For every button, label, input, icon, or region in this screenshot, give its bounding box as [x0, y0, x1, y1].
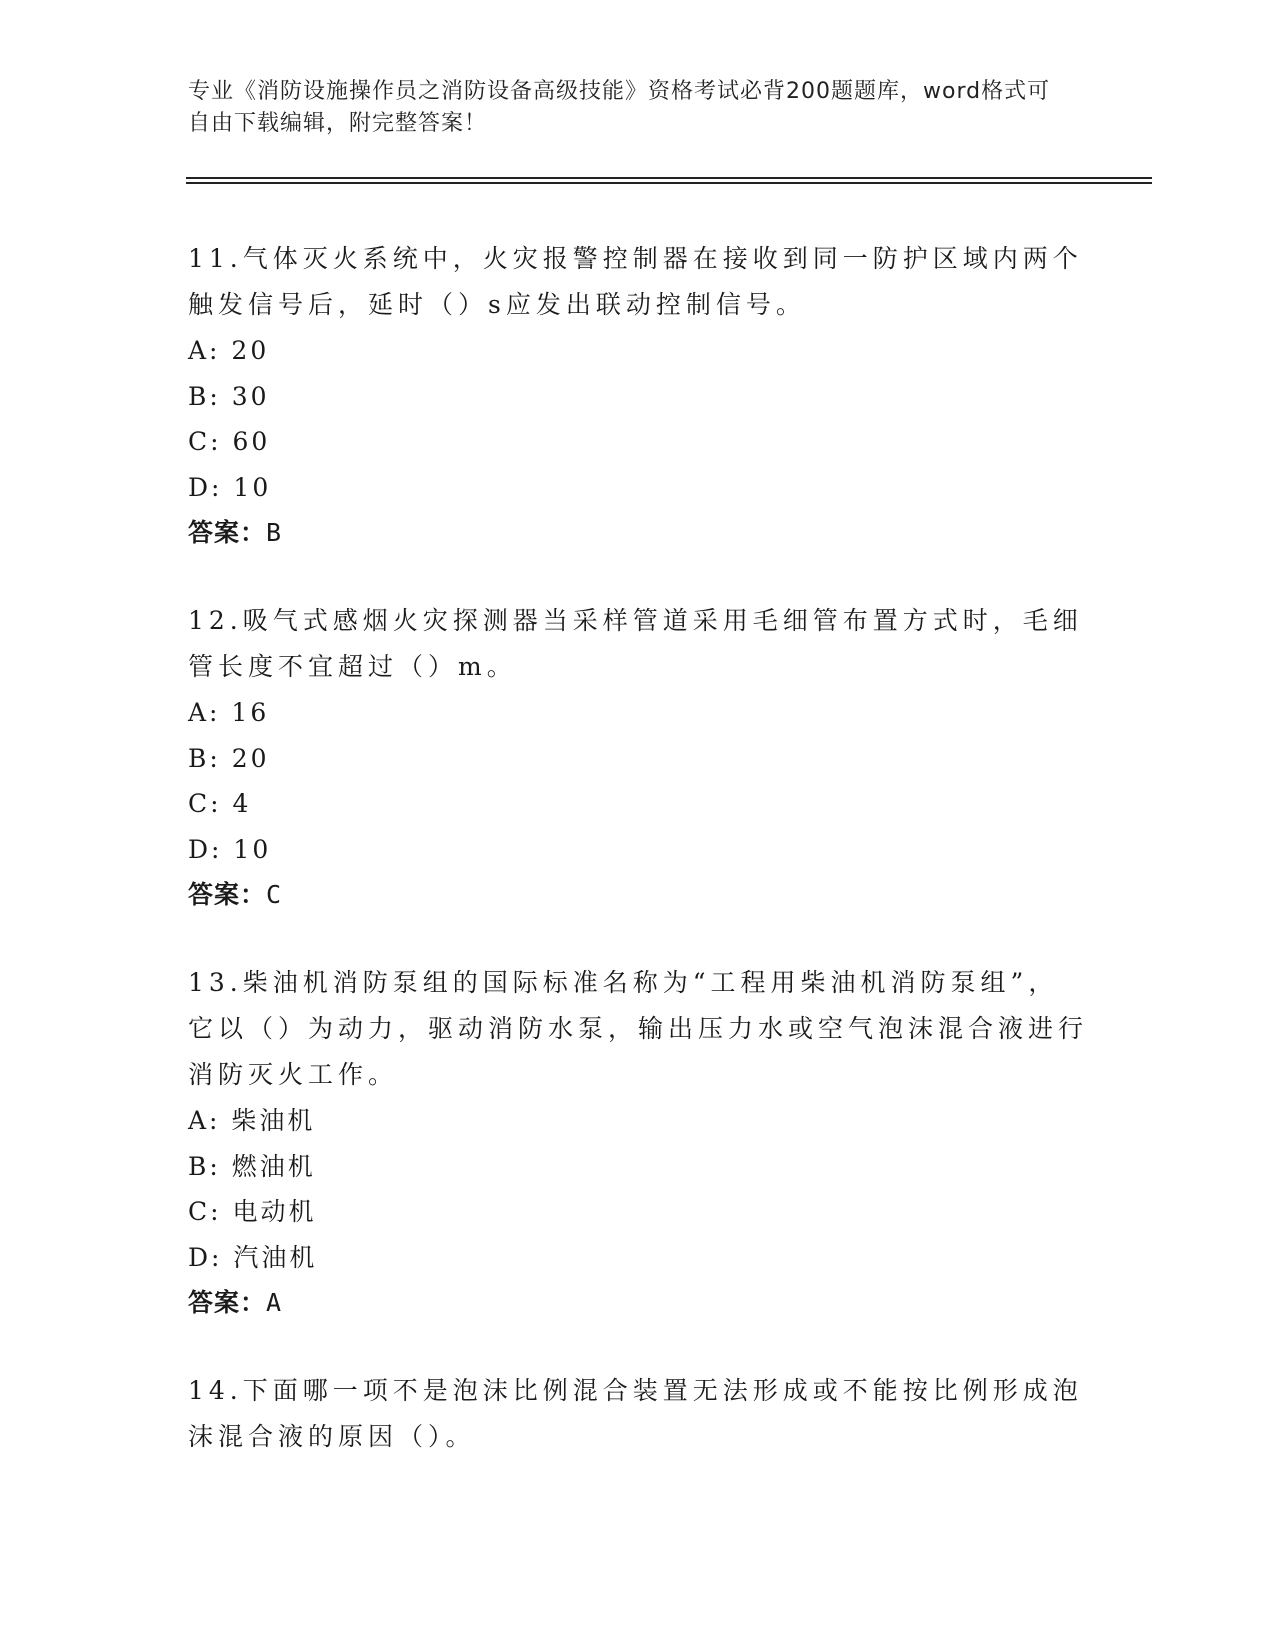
option-b: B: 20: [188, 743, 270, 773]
option-c: C: 60: [188, 427, 271, 456]
answer-value: A: [266, 1288, 283, 1317]
question-stem: 13.柴油机消防泵组的国际标准名称为“工程用柴油机消防泵组”，它以（）为动力，驱动消防水泵，输出压力水或空气泡沫混合液进行消防灭火工作。: [188, 968, 1089, 1089]
option-d: D: 汽油机: [188, 1242, 318, 1272]
answer-label: 答案：: [188, 518, 267, 547]
question-item: [188, 236, 1088, 556]
question-stem: 11.气体灭火系统中，火灾报警控制器在接收到同一防护区域内两个触发信号后，延时（）s应发出联动控制信号。: [188, 244, 1083, 319]
question-stem: 12.吸气式感烟火灾探测器当采样管道采用毛细管布置方式时，毛细管长度不宜超过（）m。: [188, 606, 1083, 681]
document-header: 专业《消防设施操作员之消防设备高级技能》资格考试必背200题题库，word格式可自由下载编辑，附完整答案！: [188, 79, 1051, 136]
answer-label: 答案：: [188, 1288, 267, 1317]
question-item: [188, 960, 1088, 1326]
answer-label: 答案：: [188, 880, 267, 909]
header-divider-bottom: [186, 182, 1152, 184]
question-item: [188, 598, 1088, 918]
option-a: A: 柴油机: [188, 1106, 316, 1135]
option-c: C: 电动机: [188, 1197, 317, 1226]
answer-value: C: [266, 880, 283, 909]
answer-line: [188, 872, 1088, 918]
header-divider-top: [186, 177, 1152, 179]
option-d: D: 10: [188, 834, 272, 864]
option-d: D: 10: [188, 472, 272, 502]
question-list: [188, 236, 1088, 1502]
question-stem: 14.下面哪一项不是泡沫比例混合装置无法形成或不能按比例形成泡沫混合液的原因（）。: [188, 1376, 1083, 1451]
option-a: A: 20: [188, 336, 270, 365]
option-b: B: 燃油机: [188, 1151, 316, 1181]
question-item: [188, 1368, 1088, 1460]
option-b: B: 30: [188, 381, 270, 411]
option-c: C: 4: [188, 789, 252, 818]
answer-line: [188, 1280, 1088, 1326]
answer-line: [188, 510, 1088, 556]
option-a: A: 16: [188, 698, 270, 727]
answer-value: B: [266, 518, 283, 547]
